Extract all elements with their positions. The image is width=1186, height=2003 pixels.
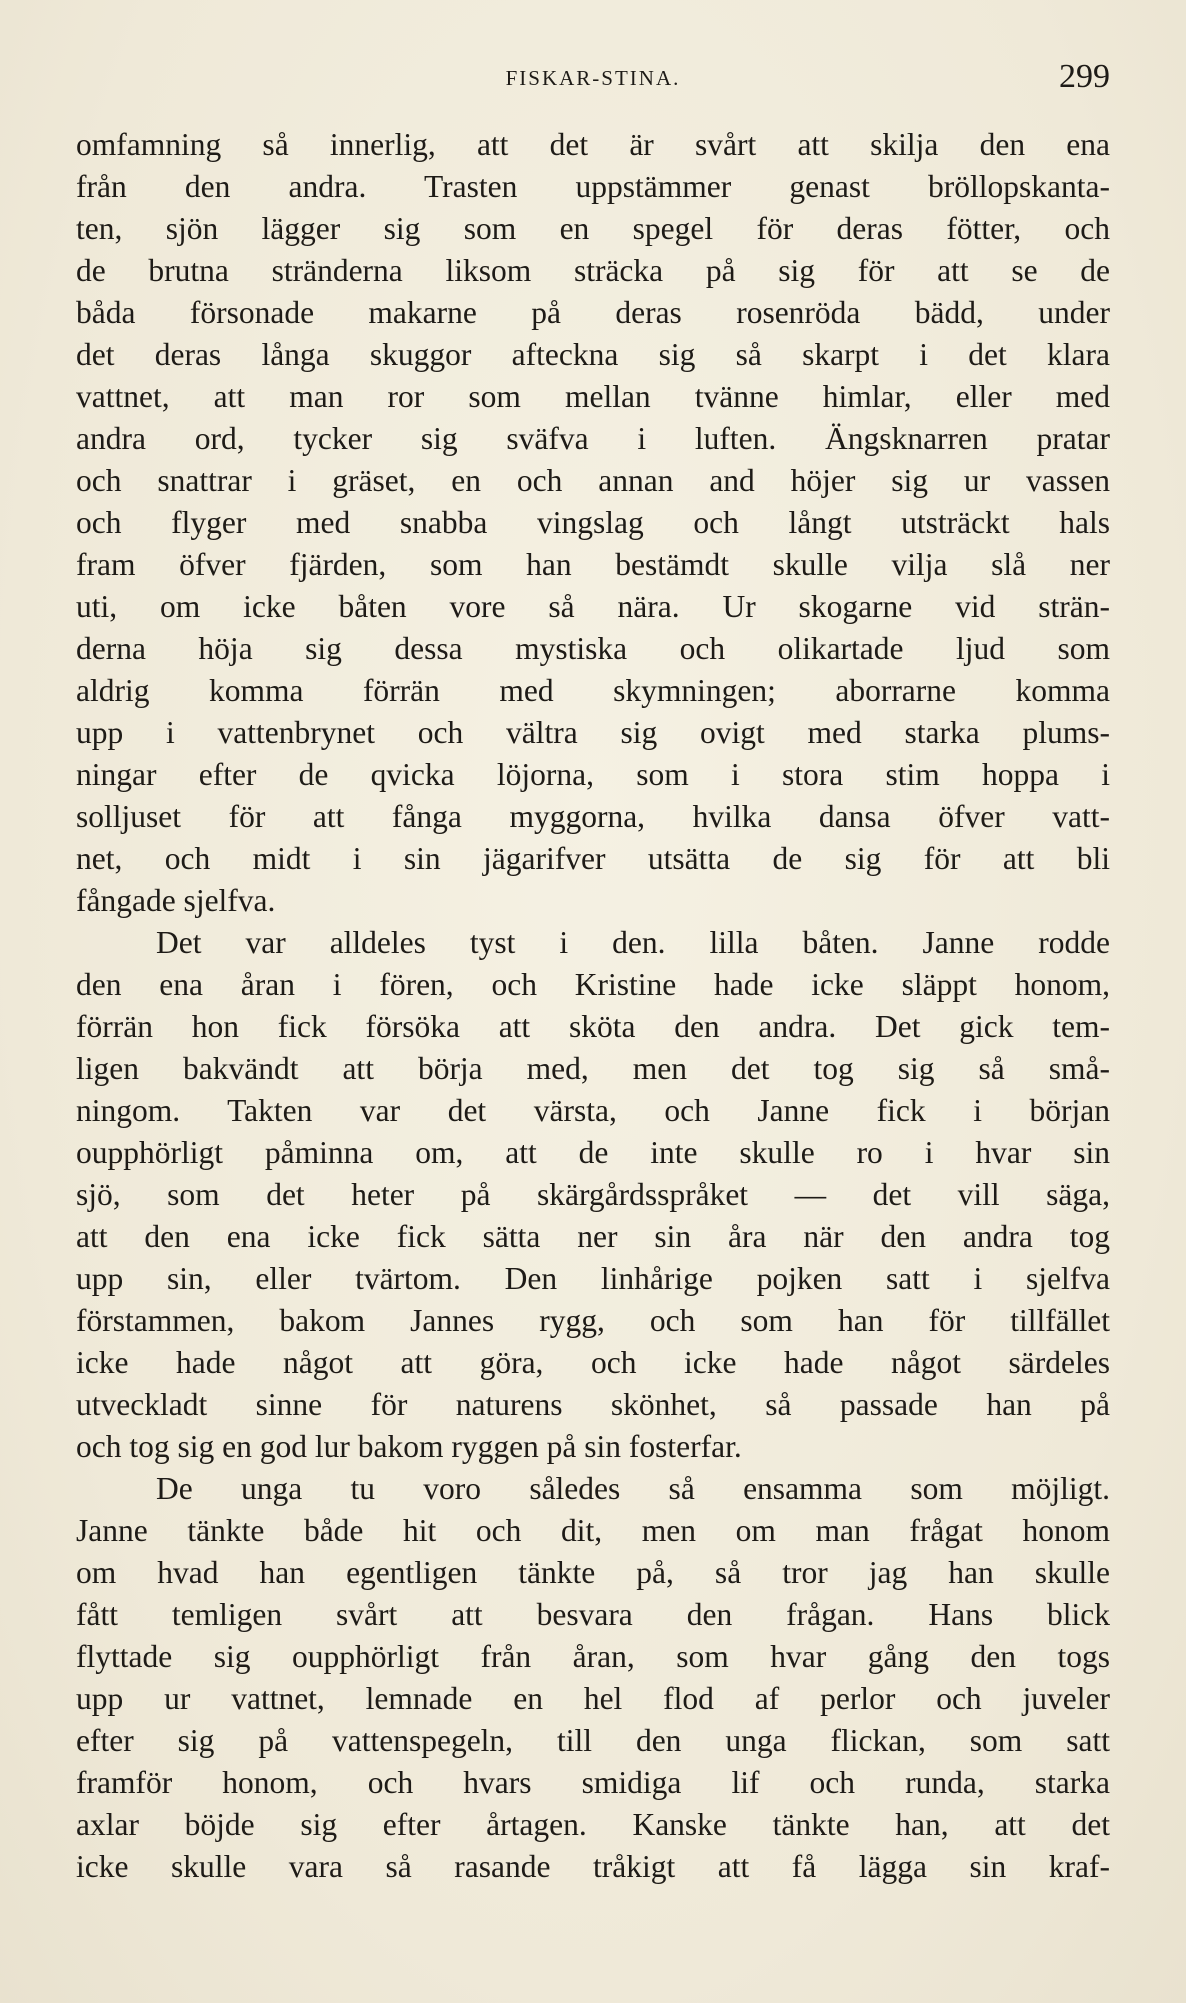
text-line: förrän hon fick försöka att sköta den andra. Det gick tem- [76,1009,1110,1044]
text-line: upp ur vattnet, lemnade en hel flod af perlor och juveler [76,1681,1110,1716]
running-title: FISKAR-STINA. [505,66,681,90]
text-line: utveckladt sinne för naturens skönhet, så passade han på [76,1387,1110,1422]
text-line: Janne tänkte både hit och dit, men om man frågat honom [76,1513,1110,1548]
text-line: att den ena icke fick sätta ner sin åra när den andra tog [76,1219,1110,1254]
text-line: och snattrar i gräset, en och annan and höjer sig ur vassen [76,463,1110,498]
text-line: solljuset för att fånga myggorna, hvilka dansa öfver vatt- [76,799,1110,834]
text-line: omfamning så innerlig, att det är svårt att skilja den ena [76,127,1110,162]
text-line: uti, om icke båten vore så nära. Ur skogarne vid strän- [76,589,1110,624]
page-header [76,58,1110,98]
body-text [76,124,1110,1888]
text-line: den ena åran i fören, och Kristine hade icke släppt honom, [76,967,1110,1002]
text-line: derna höja sig dessa mystiska och olikartade ljud som [76,631,1110,666]
text-line: båda försonade makarne på deras rosenröda bädd, under [76,295,1110,330]
text-line: ningar efter de qvicka löjorna, som i stora stim hoppa i [76,757,1110,792]
text-line: efter sig på vattenspegeln, till den unga flickan, som satt [76,1723,1110,1758]
text-line: upp i vattenbrynet och vältra sig ovigt med starka plums- [76,715,1110,750]
text-line: det deras långa skuggor afteckna sig så skarpt i det klara [76,337,1110,372]
text-line: fångade sjelfva. [76,883,276,918]
text-line: ligen bakvändt att börja med, men det tog sig så små- [76,1051,1110,1086]
text-line: axlar böjde sig efter årtagen. Kanske tänkte han, att det [76,1807,1110,1842]
text-line: om hvad han egentligen tänkte på, så tror jag han skulle [76,1555,1110,1590]
text-line: net, och midt i sin jägarifver utsätta de sig för att bli [76,841,1110,876]
text-line: icke skulle vara så rasande tråkigt att få lägga sin kraf- [76,1849,1110,1884]
text-line: upp sin, eller tvärtom. Den linhårige pojken satt i sjelfva [76,1261,1110,1296]
text-line: de brutna stränderna liksom sträcka på sig för att se de [76,253,1110,288]
text-line: Det var alldeles tyst i den. lilla båten. Janne rodde [156,925,1110,960]
text-line: från den andra. Trasten uppstämmer genast bröllopskanta- [76,169,1110,204]
text-line: ningom. Takten var det värsta, och Janne fick i början [76,1093,1110,1128]
text-line: icke hade något att göra, och icke hade något särdeles [76,1345,1110,1380]
page-number: 299 [1059,58,1110,95]
text-line: andra ord, tycker sig sväfva i luften. Ängsknarren pratar [76,421,1110,456]
text-line: och flyger med snabba vingslag och långt utsträckt hals [76,505,1110,540]
text-line: vattnet, att man ror som mellan tvänne himlar, eller med [76,379,1110,414]
text-line: förstammen, bakom Jannes rygg, och som han för tillfället [76,1303,1110,1338]
text-line: De unga tu voro således så ensamma som möjligt. [156,1471,1110,1506]
text-line: oupphörligt påminna om, att de inte skulle ro i hvar sin [76,1135,1110,1170]
text-line: framför honom, och hvars smidiga lif och runda, starka [76,1765,1110,1800]
text-line: sjö, som det heter på skärgårdsspråket — det vill säga, [76,1177,1110,1212]
text-line: fram öfver fjärden, som han bestämdt skulle vilja slå ner [76,547,1110,582]
text-line: fått temligen svårt att besvara den frågan. Hans blick [76,1597,1110,1632]
text-line: aldrig komma förrän med skymningen; aborrarne komma [76,673,1110,708]
text-line: flyttade sig oupphörligt från åran, som hvar gång den togs [76,1639,1110,1674]
text-line: ten, sjön lägger sig som en spegel för deras fötter, och [76,211,1110,246]
text-line: och tog sig en god lur bakom ryggen på sin fosterfar. [76,1429,742,1464]
